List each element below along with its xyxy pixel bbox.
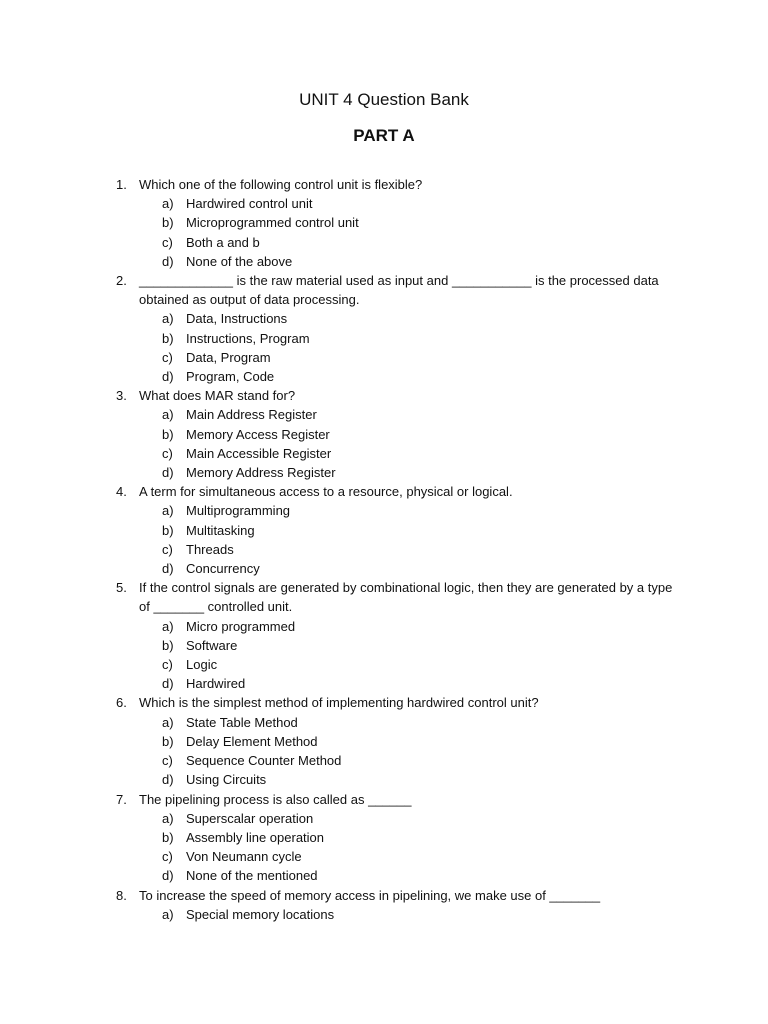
- option-label: d): [162, 561, 174, 577]
- option-label: a): [162, 810, 174, 826]
- question-number: 3.: [116, 388, 127, 404]
- option-label: b): [162, 215, 174, 231]
- option-list: [139, 617, 679, 694]
- option-item: [139, 905, 679, 924]
- question-item: [0, 578, 679, 693]
- option-label: a): [162, 407, 174, 423]
- question-number: 5.: [116, 580, 127, 596]
- option-label: d): [162, 253, 174, 269]
- option-text: Data, Program: [186, 349, 271, 365]
- option-item: [139, 501, 679, 520]
- option-text: Memory Address Register: [186, 465, 336, 481]
- option-list: [139, 194, 679, 271]
- option-text: Instructions, Program: [186, 330, 310, 346]
- option-label: a): [162, 196, 174, 212]
- option-label: d): [162, 465, 174, 481]
- option-label: a): [162, 311, 174, 327]
- question-text: Which one of the following control unit is flexible?: [139, 177, 423, 192]
- question-number: 4.: [116, 484, 127, 500]
- option-item: [139, 713, 679, 732]
- question-item: [0, 790, 679, 886]
- option-text: Concurrency: [186, 561, 260, 577]
- option-list: [139, 501, 679, 578]
- option-text: Main Address Register: [186, 407, 317, 423]
- option-text: Data, Instructions: [186, 311, 288, 327]
- section-heading: PART A: [353, 126, 415, 145]
- option-item: [139, 348, 679, 367]
- question-text: The pipelining process is also called as ______: [139, 791, 412, 807]
- option-text: Using Circuits: [186, 772, 267, 788]
- page-title: UNIT 4 Question Bank: [299, 90, 469, 109]
- option-item: [139, 233, 679, 252]
- option-label: b): [162, 733, 174, 749]
- option-label: c): [162, 753, 173, 769]
- option-text: Software: [186, 637, 238, 653]
- question-text: What does MAR stand for?: [139, 388, 296, 404]
- option-item: [139, 866, 679, 885]
- option-label: c): [162, 657, 173, 673]
- option-label: b): [162, 330, 174, 346]
- option-item: [139, 770, 679, 789]
- option-text: Program, Code: [186, 369, 275, 385]
- option-text: Von Neumann cycle: [186, 849, 302, 865]
- option-item: [139, 521, 679, 540]
- option-label: c): [162, 541, 173, 557]
- option-list: [139, 309, 679, 386]
- option-list: [139, 405, 679, 482]
- option-item: [139, 444, 679, 463]
- option-text: Multitasking: [186, 522, 255, 538]
- option-list: [139, 905, 679, 924]
- option-item: [139, 617, 679, 636]
- option-item: [139, 405, 679, 424]
- option-text: Logic: [186, 657, 218, 673]
- option-item: [139, 847, 679, 866]
- option-item: [139, 329, 679, 348]
- option-text: Sequence Counter Method: [186, 753, 342, 769]
- option-item: [139, 194, 679, 213]
- question-item: [0, 693, 679, 789]
- option-label: c): [162, 349, 173, 365]
- option-text: State Table Method: [186, 714, 298, 730]
- option-text: Superscalar operation: [186, 810, 314, 826]
- option-item: [139, 828, 679, 847]
- option-label: d): [162, 369, 174, 385]
- question-text: If the control signals are generated by combinational logic, then they are generated by a type of _______ controlled unit.: [139, 580, 673, 615]
- option-label: b): [162, 426, 174, 442]
- question-item: [0, 886, 679, 924]
- question-number: 2.: [116, 273, 127, 289]
- option-item: [139, 540, 679, 559]
- option-text: Delay Element Method: [186, 733, 318, 749]
- option-item: [139, 463, 679, 482]
- question-number: 6.: [116, 695, 127, 711]
- option-text: Hardwired control unit: [186, 196, 313, 212]
- question-list: [0, 175, 768, 924]
- option-label: c): [162, 445, 173, 461]
- question-item: [0, 175, 679, 271]
- option-item: [139, 751, 679, 770]
- option-label: d): [162, 676, 174, 692]
- option-label: a): [162, 618, 174, 634]
- option-label: b): [162, 637, 174, 653]
- option-text: Main Accessible Register: [186, 445, 332, 461]
- option-text: Micro programmed: [186, 618, 296, 634]
- option-item: [139, 809, 679, 828]
- question-number: 7.: [116, 791, 127, 807]
- option-text: Special memory locations: [186, 906, 335, 922]
- option-item: [139, 309, 679, 328]
- option-label: a): [162, 503, 174, 519]
- option-list: [139, 809, 679, 886]
- option-item: [139, 655, 679, 674]
- question-item: [0, 271, 679, 386]
- option-item: [139, 636, 679, 655]
- option-item: [139, 559, 679, 578]
- option-label: b): [162, 829, 174, 845]
- question-number: 8.: [116, 887, 127, 903]
- option-label: a): [162, 714, 174, 730]
- option-item: [139, 252, 679, 271]
- option-text: None of the mentioned: [186, 868, 318, 884]
- option-text: Microprogrammed control unit: [186, 215, 359, 231]
- option-item: [139, 213, 679, 232]
- question-text: _____________ is the raw material used as input and ___________ is the processed data obtained as output of data processing.: [139, 273, 659, 308]
- question-number: 1.: [116, 177, 127, 192]
- option-label: d): [162, 868, 174, 884]
- question-text: A term for simultaneous access to a resource, physical or logical.: [139, 484, 513, 500]
- option-item: [139, 674, 679, 693]
- question-text: To increase the speed of memory access in pipelining, we make use of _______: [139, 887, 601, 903]
- option-item: [139, 425, 679, 444]
- option-text: Memory Access Register: [186, 426, 330, 442]
- option-text: Multiprogramming: [186, 503, 291, 519]
- question-item: [0, 386, 679, 482]
- option-text: Threads: [186, 541, 234, 557]
- option-text: Hardwired: [186, 676, 246, 692]
- option-item: [139, 367, 679, 386]
- option-label: d): [162, 772, 174, 788]
- option-label: c): [162, 849, 173, 865]
- option-text: Both a and b: [186, 234, 260, 250]
- question-item: [0, 482, 679, 578]
- option-label: c): [162, 234, 173, 250]
- option-text: None of the above: [186, 253, 293, 269]
- option-label: a): [162, 906, 174, 922]
- option-text: Assembly line operation: [186, 829, 325, 845]
- question-text: Which is the simplest method of implementing hardwired control unit?: [139, 695, 539, 711]
- option-list: [139, 713, 679, 790]
- option-label: b): [162, 522, 174, 538]
- option-item: [139, 732, 679, 751]
